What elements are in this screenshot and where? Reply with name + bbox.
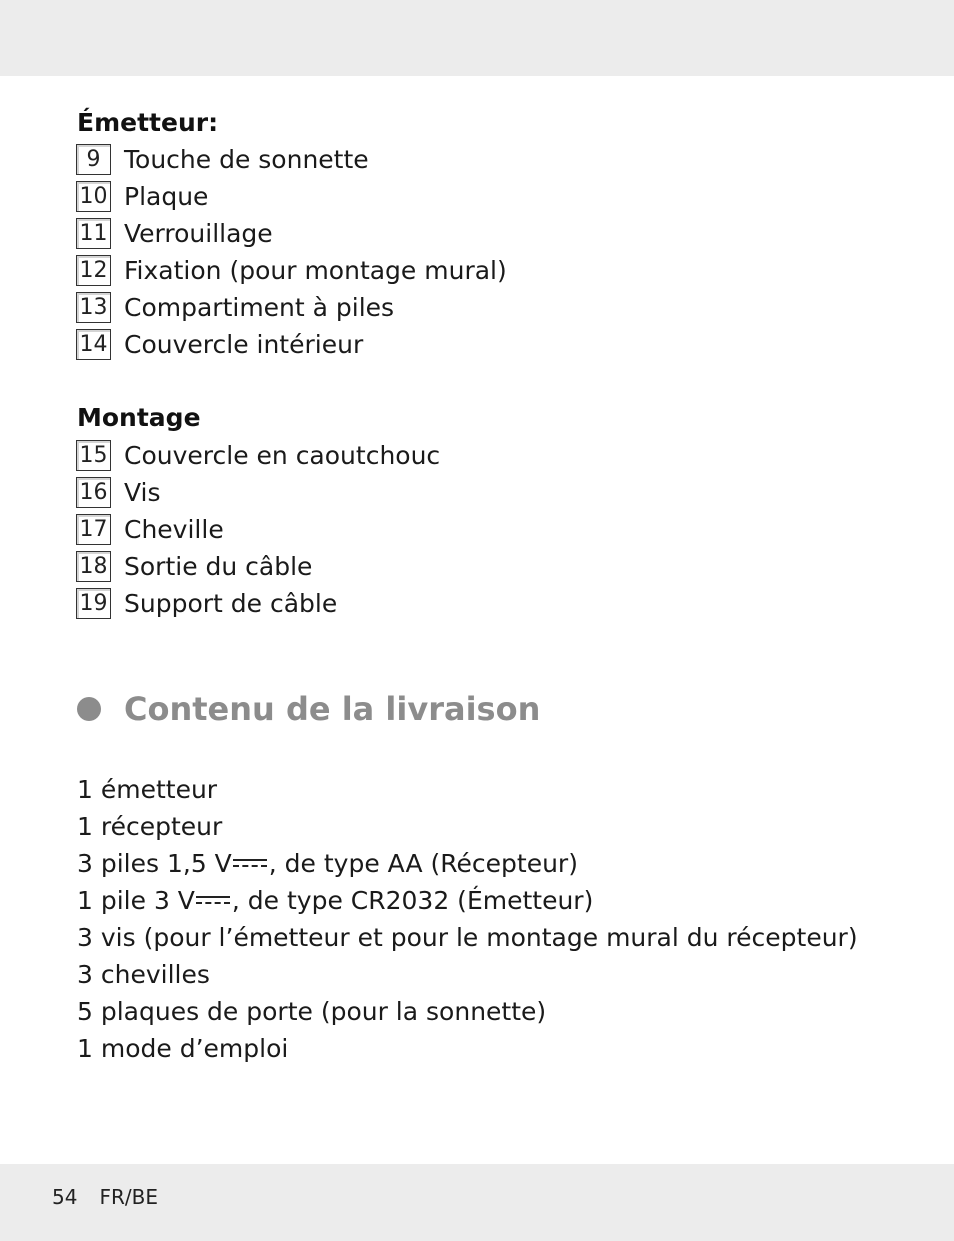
part-label: Verrouillage (124, 219, 273, 248)
content-item-text: 1 récepteur (77, 812, 223, 841)
content-item-text: 1 émetteur (77, 775, 218, 804)
chapter-heading (77, 690, 540, 728)
part-label: Sortie du câble (124, 552, 313, 581)
part-label: Touche de sonnette (124, 145, 369, 174)
list-item (77, 1030, 858, 1067)
list-item (76, 437, 440, 474)
part-label: Cheville (124, 515, 224, 544)
list-item (77, 993, 858, 1030)
list-item (77, 956, 858, 993)
part-label: Compartiment à piles (124, 293, 395, 322)
list-item (76, 326, 507, 363)
bullet-dot-icon (77, 697, 101, 721)
page-number: 54 (52, 1185, 78, 1209)
part-number-box: 11 (76, 218, 111, 249)
list-item (77, 771, 858, 808)
contents-list (77, 771, 858, 1067)
list-item (76, 289, 507, 326)
content-item-text: , de type AA (Récepteur) (268, 849, 578, 878)
content-item-text: 3 piles 1,5 V (77, 849, 232, 878)
top-band (0, 0, 954, 76)
page-footer (52, 1185, 158, 1209)
content-item-text: 1 mode d’emploi (77, 1034, 289, 1063)
dc-current-icon (196, 894, 230, 908)
language-code: FR/BE (99, 1185, 158, 1209)
list-item (76, 548, 440, 585)
emetteur-heading: Émetteur: (77, 108, 219, 137)
part-label: Plaque (124, 182, 209, 211)
list-item (76, 252, 507, 289)
chapter-title: Contenu de la livraison (124, 690, 541, 728)
list-item (76, 474, 440, 511)
part-number-box: 18 (76, 551, 111, 582)
list-item (77, 808, 858, 845)
part-label: Vis (124, 478, 161, 507)
montage-heading: Montage (77, 403, 201, 432)
part-label: Couvercle intérieur (124, 330, 364, 359)
list-item (76, 585, 440, 622)
content-item-text: 3 chevilles (77, 960, 210, 989)
list-item (76, 511, 440, 548)
part-label: Fixation (pour montage mural) (124, 256, 507, 285)
content-item-text: , de type CR2032 (Émetteur) (231, 886, 594, 915)
list-item (76, 178, 507, 215)
part-number-box: 15 (76, 440, 111, 471)
list-item (77, 919, 858, 956)
part-number-box: 13 (76, 292, 111, 323)
content-item-text: 5 plaques de porte (pour la sonnette) (77, 997, 547, 1026)
dc-current-icon (233, 857, 267, 871)
part-number-box: 12 (76, 255, 111, 286)
part-number-box: 14 (76, 329, 111, 360)
part-number-box: 10 (76, 181, 111, 212)
part-number-box: 19 (76, 588, 111, 619)
part-label: Couvercle en caoutchouc (124, 441, 441, 470)
list-item (76, 215, 507, 252)
list-item (77, 845, 858, 882)
part-number-box: 16 (76, 477, 111, 508)
list-item (77, 882, 858, 919)
part-number-box: 9 (76, 144, 111, 175)
part-number-box: 17 (76, 514, 111, 545)
content-item-text: 1 pile 3 V (77, 886, 195, 915)
montage-parts-list (76, 437, 440, 622)
content-item-text: 3 vis (pour l’émetteur et pour le montage mural du récepteur) (77, 923, 858, 952)
part-label: Support de câble (124, 589, 338, 618)
emetteur-parts-list (76, 141, 507, 363)
list-item (76, 141, 507, 178)
